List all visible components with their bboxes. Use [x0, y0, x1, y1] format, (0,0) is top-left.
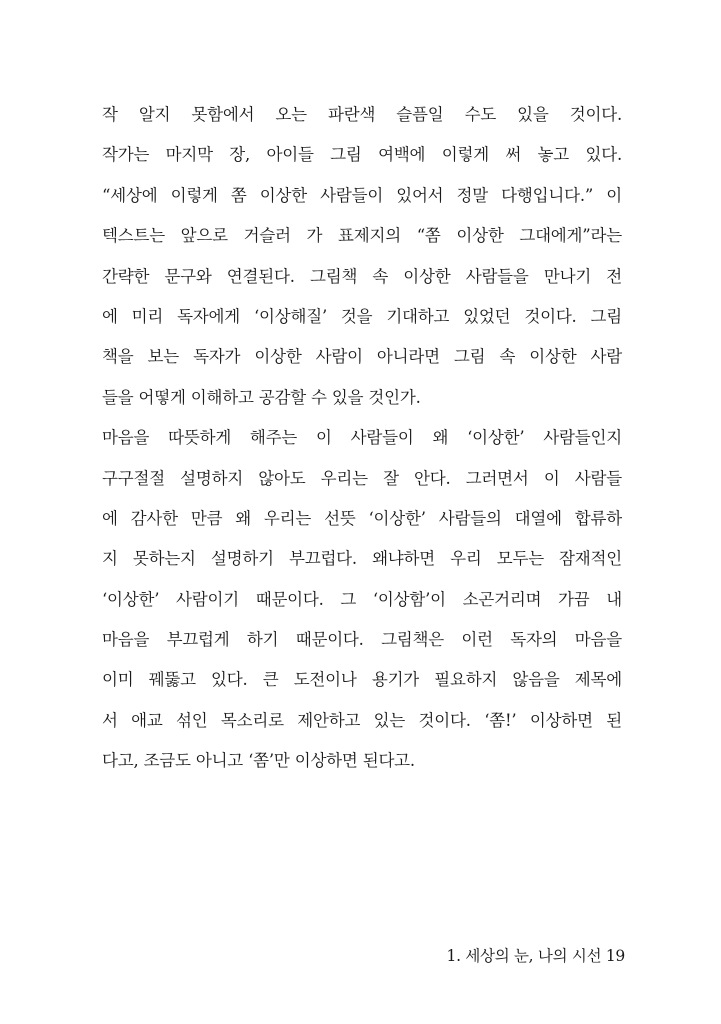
text-line: 서 애교 섞인 목소리로 제안하고 있는 것이다. ‘쫌!’ 이상하면 된: [102, 710, 622, 730]
text-line: 텍스트는 앞으로 거슬러 가 표제지의 “쫌 이상한 그대에게”라는: [102, 226, 622, 246]
text-line: 구구절절 설명하지 않아도 우리는 잘 안다. 그러면서 이 사람들: [102, 468, 622, 488]
text-line: 에 감사한 만큼 왜 우리는 선뜻 ‘이상한’ 사람들의 대열에 합류하: [102, 508, 622, 528]
text-line: ‘이상한’ 사람이기 때문이다. 그 ‘이상함’이 소곤거리며 가끔 내: [102, 589, 622, 609]
text-line: 간략한 문구와 연결된다. 그림책 속 이상한 사람들을 만나기 전: [102, 266, 622, 286]
text-line: “세상에 이렇게 쫌 이상한 사람들이 있어서 정말 다행입니다.” 이: [102, 185, 622, 205]
text-line: 작가는 마지막 장, 아이들 그림 여백에 이렇게 써 놓고 있다.: [102, 145, 622, 165]
text-line: 들을 어떻게 이해하고 공감할 수 있을 것인가.: [102, 387, 421, 407]
text-line: 책을 보는 독자가 이상한 사람이 아니라면 그림 속 이상한 사람: [102, 347, 622, 367]
text-line: 지 못하는지 설명하기 부끄럽다. 왜냐하면 우리 모두는 잠재적인: [102, 549, 622, 569]
text-line: 에 미리 독자에게 ‘이상해질’ 것을 기대하고 있었던 것이다. 그림: [102, 306, 622, 326]
body-text: [102, 95, 622, 782]
page-footer: 1. 세상의 눈, 나의 시선 19: [446, 947, 625, 965]
text-line: 이미 꿰뚫고 있다. 큰 도전이나 용기가 필요하지 않음을 제목에: [102, 670, 622, 690]
text-line: 작 알지 못함에서 오는 파란색 슬픔일 수도 있을 것이다.: [102, 105, 622, 124]
text-line: 마음을 부끄럽게 하기 때문이다. 그림책은 이런 독자의 마음을: [102, 630, 622, 650]
text-line: 마음을 따뜻하게 해주는 이 사람들이 왜 ‘이상한’ 사람들인지: [102, 428, 622, 448]
text-line: 다고, 조금도 아니고 ‘쫌’만 이상하면 된다고.: [102, 751, 415, 771]
